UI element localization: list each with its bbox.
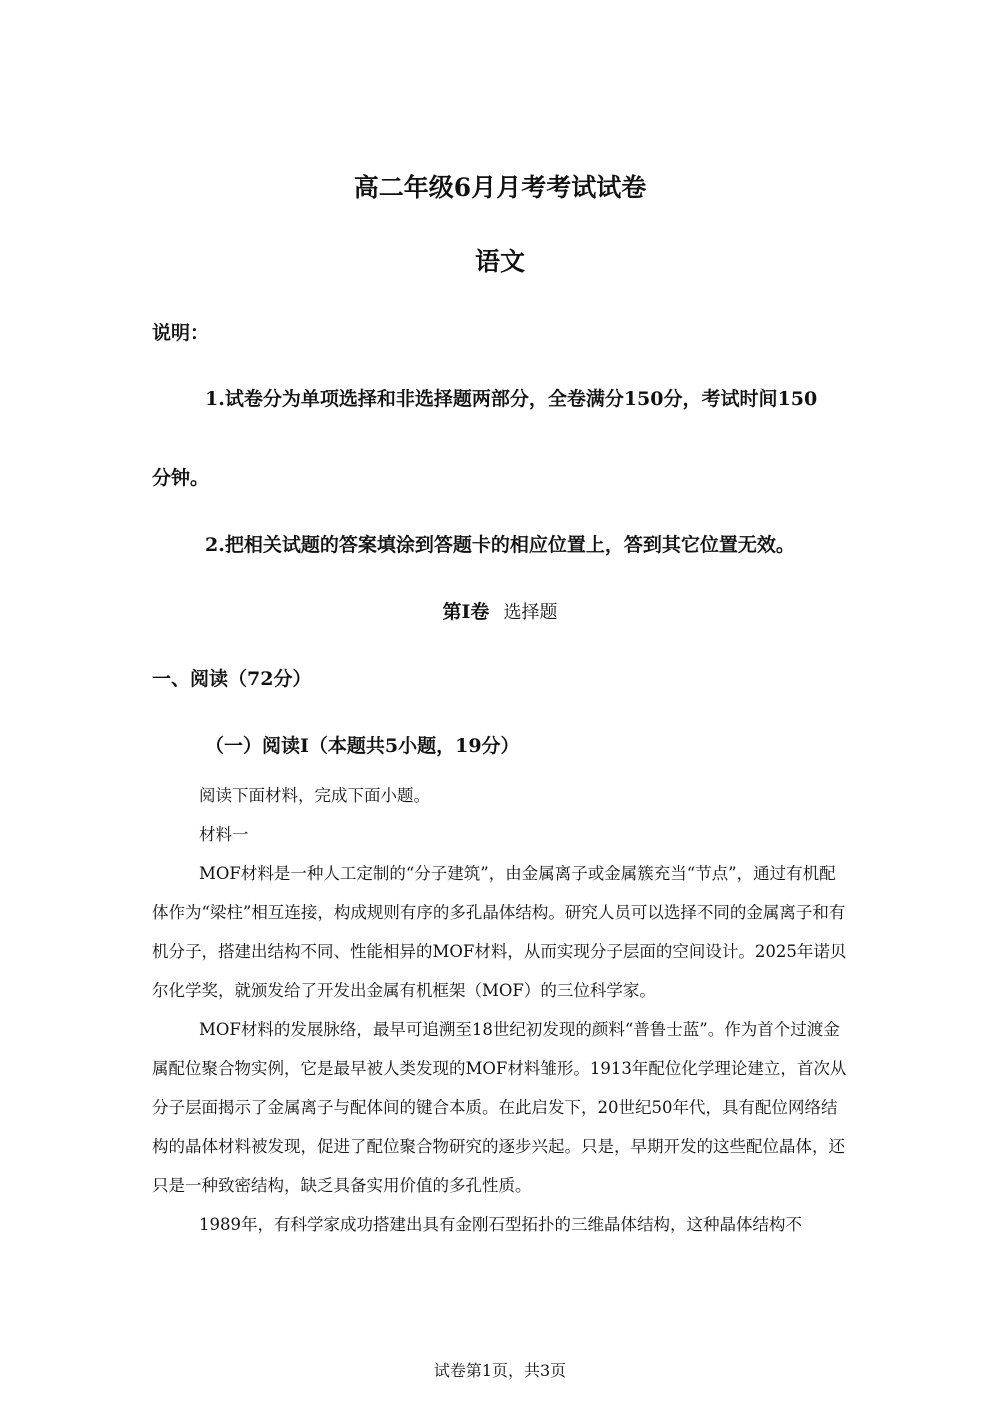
instruction-1-line2: 分钟。 [152,467,210,489]
exam-title: 高二年级6月月考考试试卷 [353,173,647,202]
instruction-1-line1: 1.试卷分为单项选择和非选择题两部分，全卷满分150分，考试时间150 [205,388,818,410]
reading-material [152,776,852,1244]
volume-heading-text: 选择题 [503,602,558,623]
subsection-heading: （一）阅读I（本题共5小题，19分） [205,735,520,757]
subject-title: 语文 [474,247,525,276]
paragraph-2: MOF材料的发展脉络，最早可追溯至18世纪初发现的颜料“普鲁士蓝”。作为首个过渡金属配位聚合物实例，它是最早被人类发现的MOF材料雏形。1913年配位化学理论建立，首次从分子层面揭示了金属离子与配体间的键合本质。在此启发下，20世纪50年代，具有配位网络结构的晶体材料被发现，促进了配位聚合物研究的逐步兴起。只是，早期开发的这些配位晶体，还只是一种致密结构，缺乏具备实用价值的多孔性质。 [152,1020,847,1195]
section-heading: 一、阅读（72分） [152,668,312,690]
paragraph-3: 1989年，有科学家成功搭建出具有金刚石型拓扑的三维晶体结构，这种晶体结构不 [199,1215,802,1234]
instruction-2: 2.把相关试题的答案填涂到答题卡的相应位置上，答到其它位置无效。 [205,534,795,556]
paragraph-1: MOF材料是一种人工定制的“分子建筑”，由金属离子或金属簇充当“节点”，通过有机配体作为“梁柱”相互连接，构成规则有序的多孔晶体结构。研究人员可以选择不同的金属离子和有机分子，搭建出结构不同、性能相异的MOF材料，从而实现分子层面的空间设计。2025年诺贝尔化学奖，就颁发给了开发出金属有机框架（MOF）的三位科学家。 [152,864,847,1000]
intro-line: 阅读下面材料，完成下面小题。 [199,786,430,805]
volume-heading-number: 第I卷 [442,601,490,623]
instructions-label: 说明： [152,322,210,344]
volume-heading [0,597,1000,624]
page-footer: 试卷第1页，共3页 [433,1361,567,1380]
material-label: 材料一 [199,825,249,844]
